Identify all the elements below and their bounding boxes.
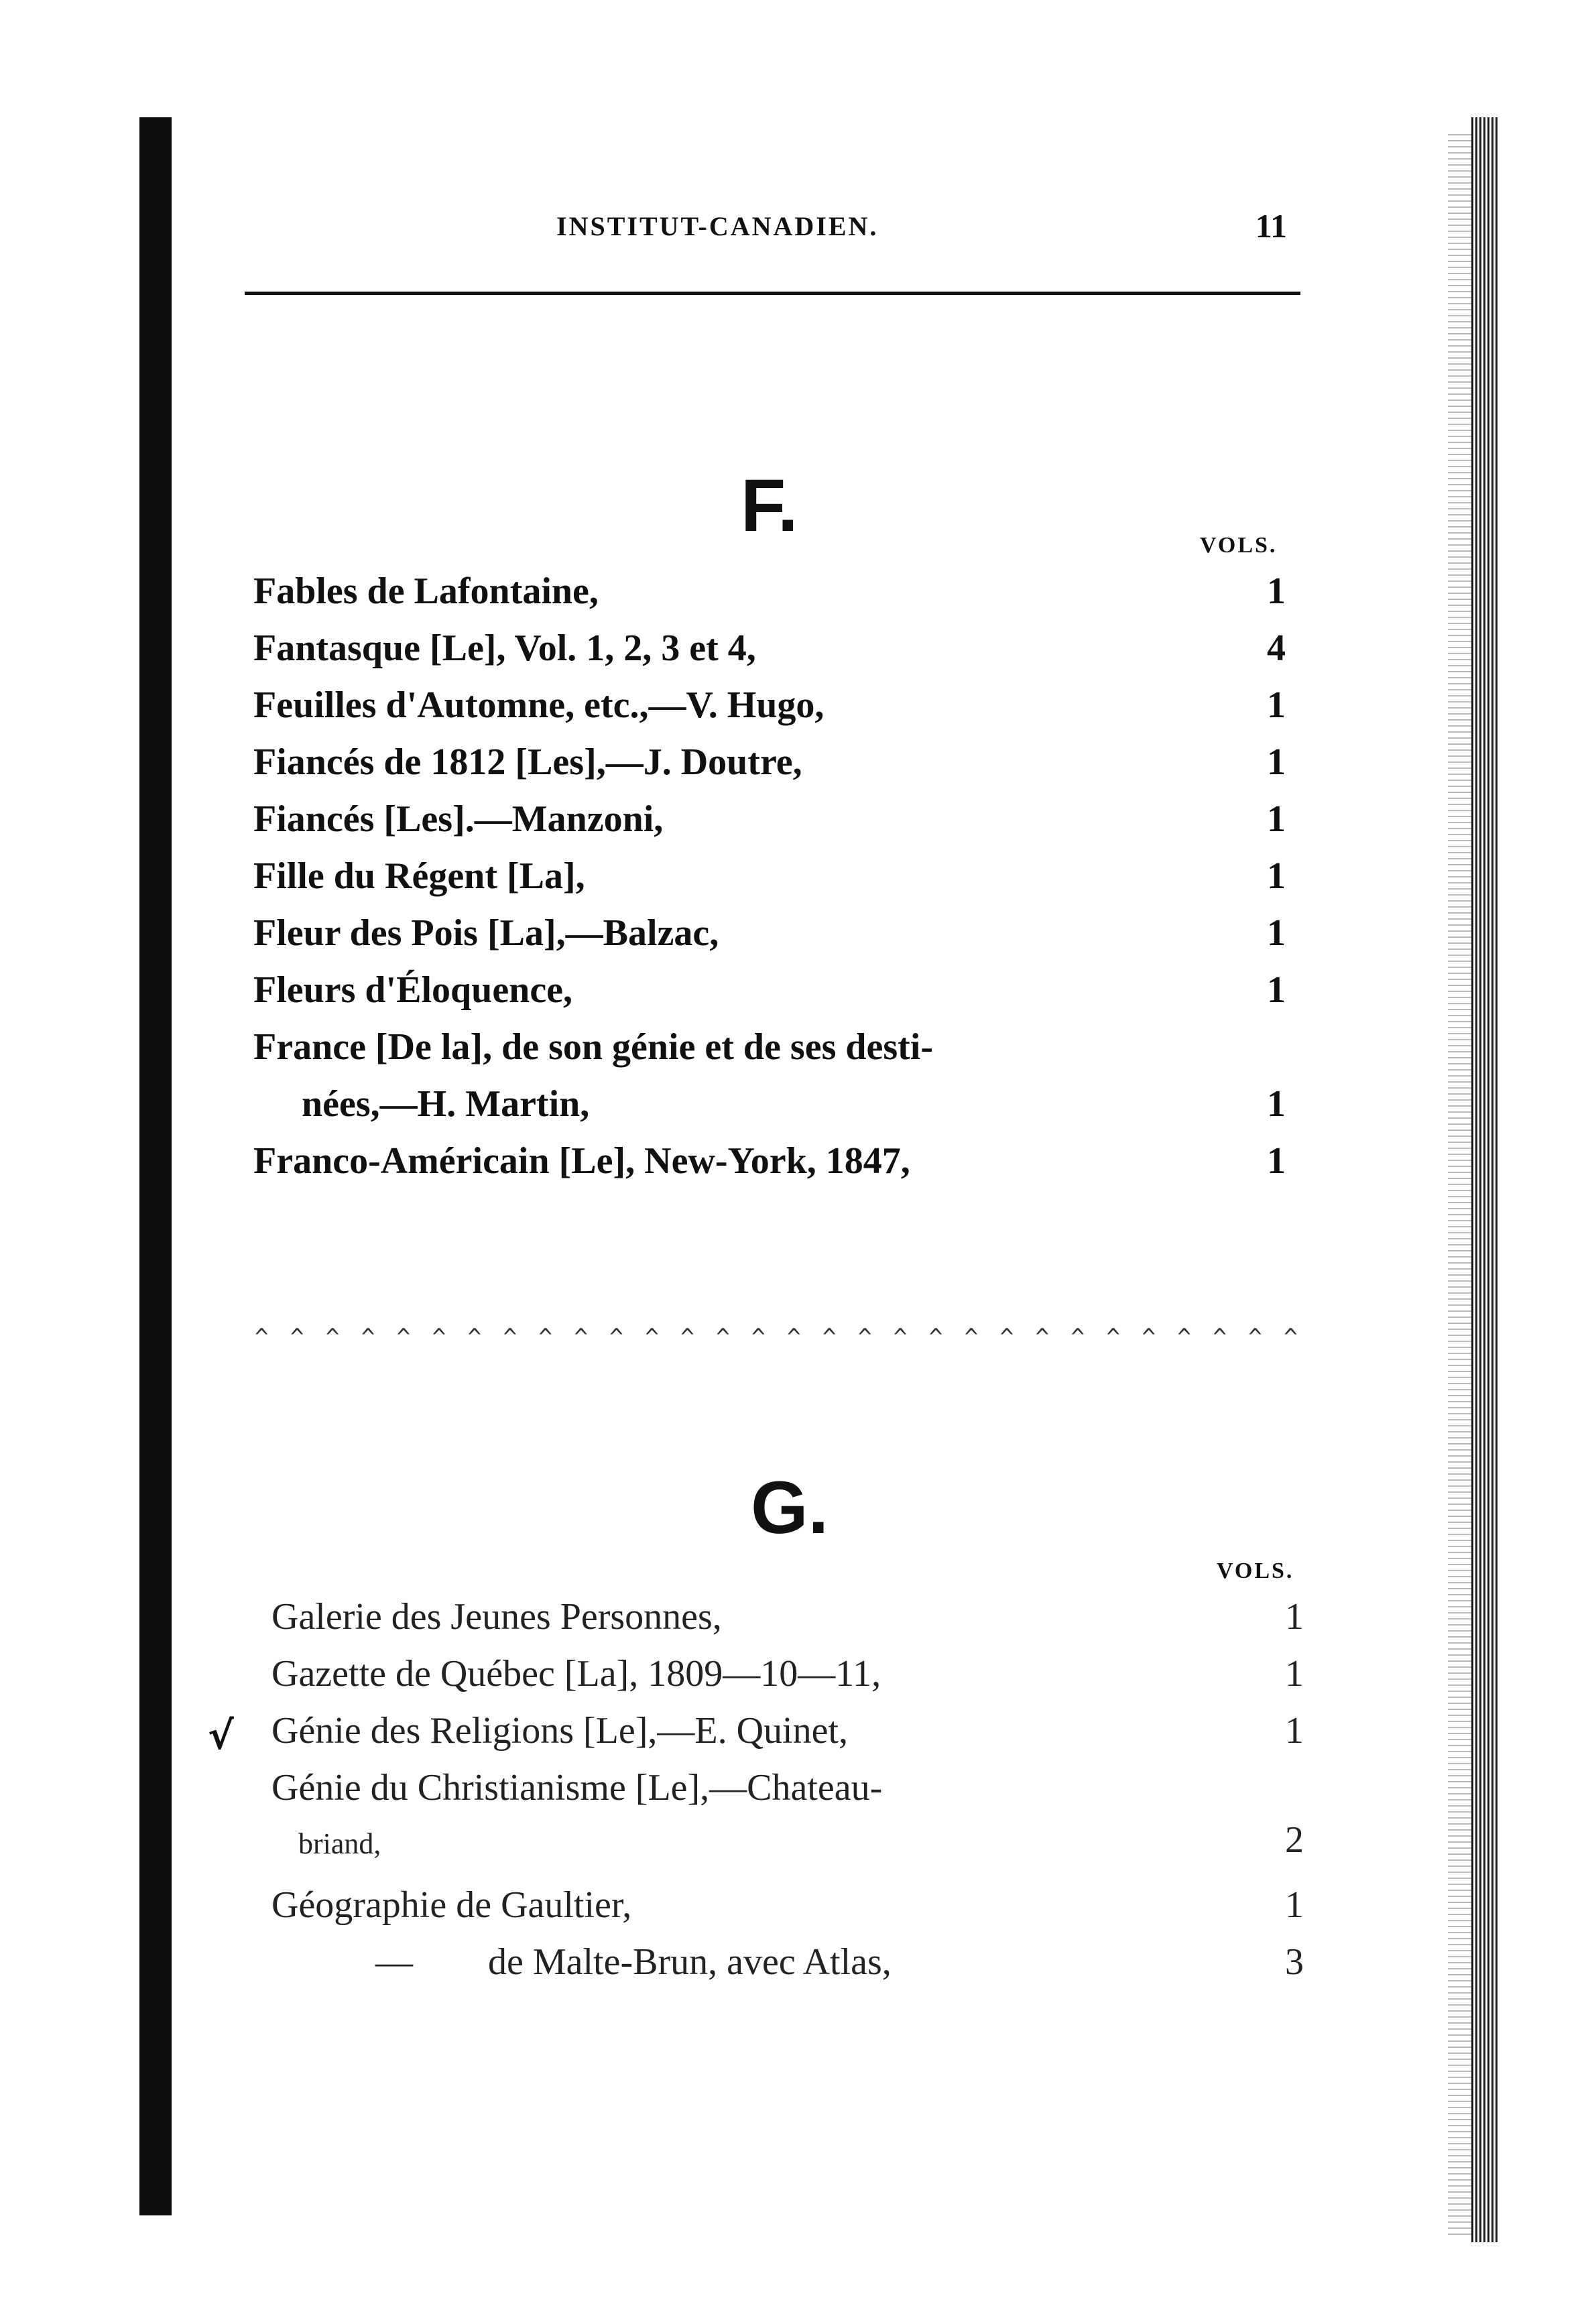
catalog-entry	[253, 855, 1286, 910]
entry-volume-count: 1	[1267, 798, 1286, 840]
entry-volume-count: 1	[1267, 570, 1286, 612]
section-heading-g: G.	[751, 1467, 829, 1549]
checkmark-margin-mark: √	[208, 1713, 234, 1758]
catalog-entry-continuation	[298, 1819, 1304, 1882]
page-header	[248, 208, 1300, 248]
entry-title: — de Malte-Brun, avec Atlas,	[375, 1941, 892, 1983]
entry-title: Fantasque [Le], Vol. 1, 2, 3 et 4,	[253, 627, 756, 669]
entry-title: Fleur des Pois [La],—Balzac,	[253, 912, 719, 954]
entry-volume-count: 1	[1285, 1710, 1304, 1752]
catalog-entry	[271, 1766, 1304, 1821]
catalog-entry-continuation	[302, 1083, 1286, 1138]
entry-volume-count: 1	[1267, 855, 1286, 897]
ornamental-divider: ^ ^ ^ ^ ^ ^ ^ ^ ^ ^ ^ ^ ^ ^ ^ ^ ^ ^ ^ ^ ^ ^ ^ ^ ^ ^ ^ ^ ^ ^	[255, 1324, 1302, 1344]
entry-volume-count: 1	[1267, 1140, 1286, 1182]
catalog-entry	[253, 627, 1286, 682]
entry-title: nées,—H. Martin,	[302, 1083, 590, 1125]
catalog-entry	[375, 1941, 1304, 1996]
catalog-entry	[253, 798, 1286, 853]
entry-title: Feuilles d'Automne, etc.,—V. Hugo,	[253, 684, 824, 726]
entry-volume-count: 1	[1267, 741, 1286, 783]
catalog-entry	[253, 741, 1286, 796]
entry-title: Fiancés de 1812 [Les],—J. Doutre,	[253, 741, 802, 783]
catalog-entry	[253, 1026, 1286, 1081]
entry-title: Génie du Christianisme [Le],—Chateau-	[271, 1767, 883, 1809]
catalog-entry	[253, 1140, 1286, 1195]
page-number: 11	[1255, 207, 1287, 245]
entry-volume-count: 2	[1285, 1819, 1304, 1861]
running-title: INSTITUT-CANADIEN.	[556, 211, 879, 241]
catalog-entry	[271, 1709, 1304, 1764]
section-heading-f: F.	[741, 465, 798, 547]
entry-title: Fille du Régent [La],	[253, 855, 585, 897]
entry-volume-count: 4	[1267, 627, 1286, 669]
entry-volume-count: 1	[1267, 1083, 1286, 1125]
entry-volume-count: 1	[1285, 1884, 1304, 1926]
catalog-entry	[253, 969, 1286, 1024]
entry-volume-count: 1	[1267, 912, 1286, 954]
entry-title: Galerie des Jeunes Personnes,	[271, 1596, 722, 1638]
entry-title: Franco-Américain [Le], New-York, 1847,	[253, 1140, 910, 1182]
page-stack-edge	[1471, 117, 1498, 2242]
entry-volume-count: 1	[1267, 684, 1286, 726]
entry-title: Géographie de Gaultier,	[271, 1884, 632, 1926]
entry-volume-count: 1	[1267, 969, 1286, 1011]
page-binding-edge	[139, 117, 172, 2215]
entry-title: Fables de Lafontaine,	[253, 570, 599, 612]
entry-title: briand,	[298, 1827, 381, 1860]
entry-volume-count: 3	[1285, 1941, 1304, 1983]
catalog-entry	[253, 912, 1286, 967]
entry-volume-count: 1	[1285, 1653, 1304, 1695]
catalog-entry	[253, 684, 1286, 739]
header-rule	[245, 292, 1300, 295]
page-stack-shadow	[1448, 134, 1471, 2239]
catalog-entry	[271, 1652, 1304, 1707]
catalog-entry	[253, 570, 1286, 625]
entry-title: Fleurs d'Éloquence,	[253, 969, 573, 1011]
vols-column-label-f: VOLS.	[1200, 533, 1278, 558]
entry-volume-count: 1	[1285, 1596, 1304, 1638]
catalog-entry	[271, 1884, 1304, 1939]
entry-title: Génie des Religions [Le],—E. Quinet,	[271, 1710, 849, 1752]
catalog-entry	[271, 1595, 1304, 1650]
entry-title: Fiancés [Les].—Manzoni,	[253, 798, 664, 840]
entry-title: Gazette de Québec [La], 1809—10—11,	[271, 1653, 881, 1695]
entry-title: France [De la], de son génie et de ses desti-	[253, 1026, 934, 1068]
vols-column-label-g: VOLS.	[1217, 1558, 1294, 1583]
